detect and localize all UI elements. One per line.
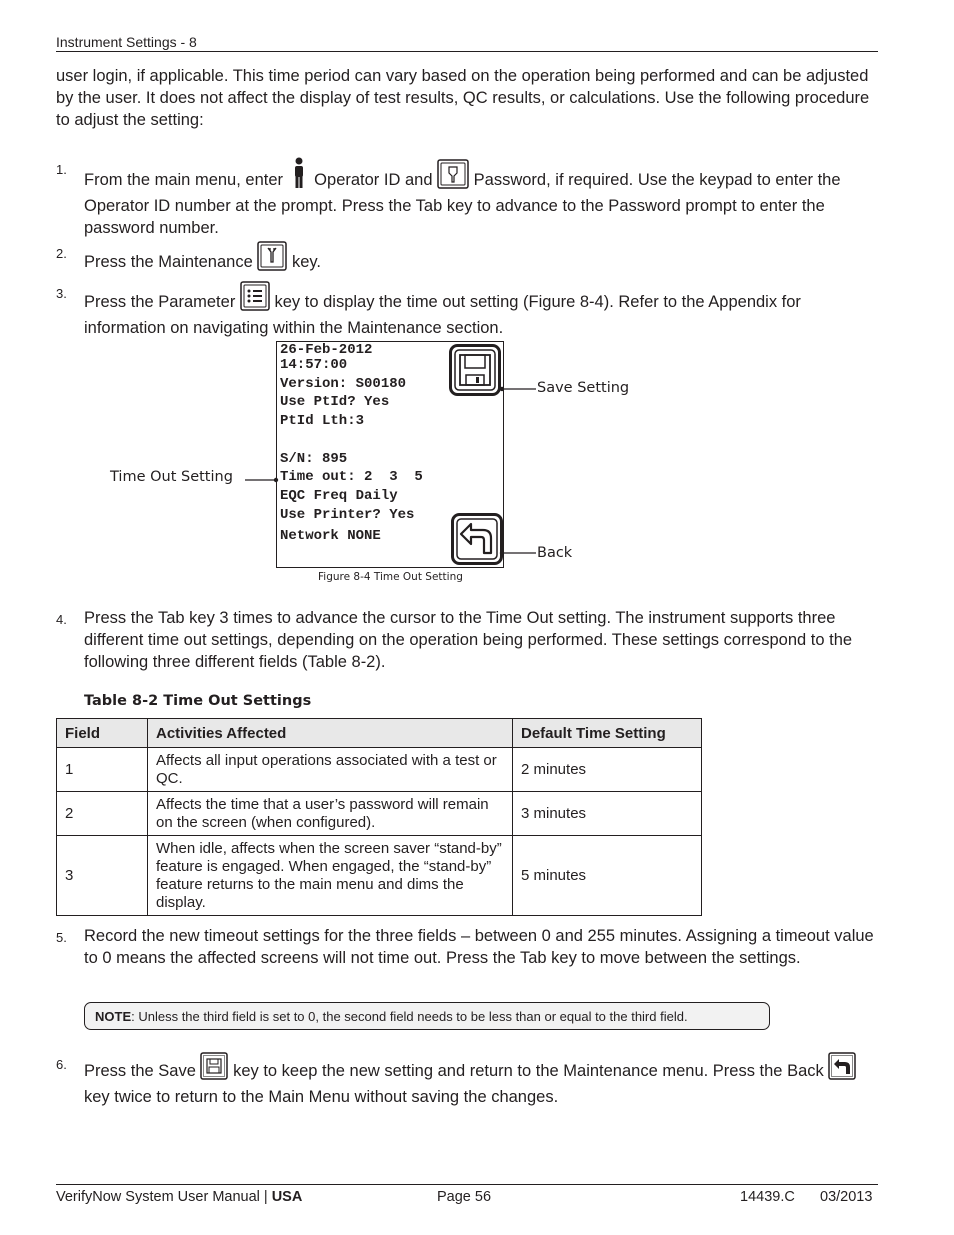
time-out-settings-table xyxy=(56,718,702,916)
cell-activity: Affects the time that a user’s password will remain on the screen (when configured). xyxy=(148,792,513,836)
screen-line: Use Printer? Yes xyxy=(280,507,415,523)
footer-rule xyxy=(56,1184,878,1185)
step-number: 4. xyxy=(56,612,67,627)
callout-leaders xyxy=(0,0,954,600)
column-header-activities: Activities Affected xyxy=(148,719,513,748)
screen-line: Version: S00180 xyxy=(280,376,407,392)
note-box xyxy=(84,1002,770,1030)
screen-line: Network NONE xyxy=(280,528,381,544)
back-icon xyxy=(828,1052,856,1086)
step-number: 3. xyxy=(56,286,67,301)
step-text: Press the Save key to keep the new setting and return to the Maintenance menu. Press the Back key twice to return to the Main Menu without saving the changes. xyxy=(84,1052,884,1108)
cell-field: 2 xyxy=(57,792,148,836)
table-header-row xyxy=(57,719,702,748)
cell-time: 2 minutes xyxy=(513,748,702,792)
screen-line: EQC Freq Daily xyxy=(280,488,398,504)
step-number: 5. xyxy=(56,930,67,945)
cell-activity: When idle, affects when the screen saver “stand-by” feature is engaged. When engaged, the “stand-by” feature returns to the main menu and dims the display. xyxy=(148,836,513,916)
time-out-setting-callout: Time Out Setting xyxy=(110,469,233,485)
screen-line: PtId Lth:3 xyxy=(280,413,365,429)
screen-line: 26-Feb-2012 xyxy=(280,342,373,358)
cell-time: 3 minutes xyxy=(513,792,702,836)
save-icon xyxy=(200,1052,228,1086)
step-text: Record the new timeout settings for the three fields – between 0 and 255 minutes. Assigning a timeout value to 0 means the affected screens will not time out. Press the Tab key to move between the settings. xyxy=(84,927,874,967)
column-header-field: Field xyxy=(57,719,148,748)
table-row xyxy=(57,748,702,792)
step-text: Press the Maintenance key. xyxy=(84,241,884,277)
table-title: Table 8-2 Time Out Settings xyxy=(84,693,312,709)
column-header-default-time: Default Time Setting xyxy=(513,719,702,748)
time-out-line: Time out: 2 3 5 xyxy=(280,469,423,485)
screen-line: Use PtId? Yes xyxy=(280,394,390,410)
running-header: Instrument Settings - 8 xyxy=(56,34,197,50)
step-number: 1. xyxy=(56,162,67,177)
cell-field: 1 xyxy=(57,748,148,792)
footer-manual-title: VerifyNow System User Manual | USA xyxy=(56,1189,303,1205)
step-number: 6. xyxy=(56,1057,67,1072)
cell-time: 5 minutes xyxy=(513,836,702,916)
intro-paragraph: user login, if applicable. This time period can vary based on the operation being performed and can be adjusted by the user. It does not affect the display of test results, QC results, or calculations. Use the following procedure to adjust the setting: xyxy=(56,67,870,129)
note-label: NOTE xyxy=(95,1009,132,1024)
table-row xyxy=(57,836,702,916)
step-text: From the main menu, enter Operator ID and Password, if required. Use the keypad to enter the Operator ID number at the prompt. Press the Tab key to advance to the Password prompt to enter the password number. xyxy=(84,157,884,239)
step-number: 2. xyxy=(56,246,67,261)
footer-date: 03/2013 xyxy=(820,1189,873,1205)
figure-caption: Figure 8-4 Time Out Setting xyxy=(318,571,463,583)
screen-line: S/N: 895 xyxy=(280,451,348,467)
note-text: : Unless the third field is set to 0, the second field needs to be less than or equal to the third field. xyxy=(131,1009,688,1024)
table-row xyxy=(57,792,702,836)
step-text: Press the Tab key 3 times to advance the cursor to the Time Out setting. The instrument supports three different time out settings, depending on the operation being performed. These settings correspond to the following three different fields (Table 8-2). xyxy=(84,609,853,671)
step-text: Press the Parameter key to display the time out setting (Figure 8-4). Refer to the Appendix for information on navigating within the Maintenance section. xyxy=(84,281,884,339)
save-setting-callout: Save Setting xyxy=(537,380,630,396)
screen-line: 14:57:00 xyxy=(280,357,348,373)
back-callout: Back xyxy=(537,545,573,561)
cell-field: 3 xyxy=(57,836,148,916)
footer-doc-number: 14439.C xyxy=(740,1189,795,1205)
footer-page-number: Page 56 xyxy=(437,1189,492,1205)
cell-activity: Affects all input operations associated with a test or QC. xyxy=(148,748,513,792)
